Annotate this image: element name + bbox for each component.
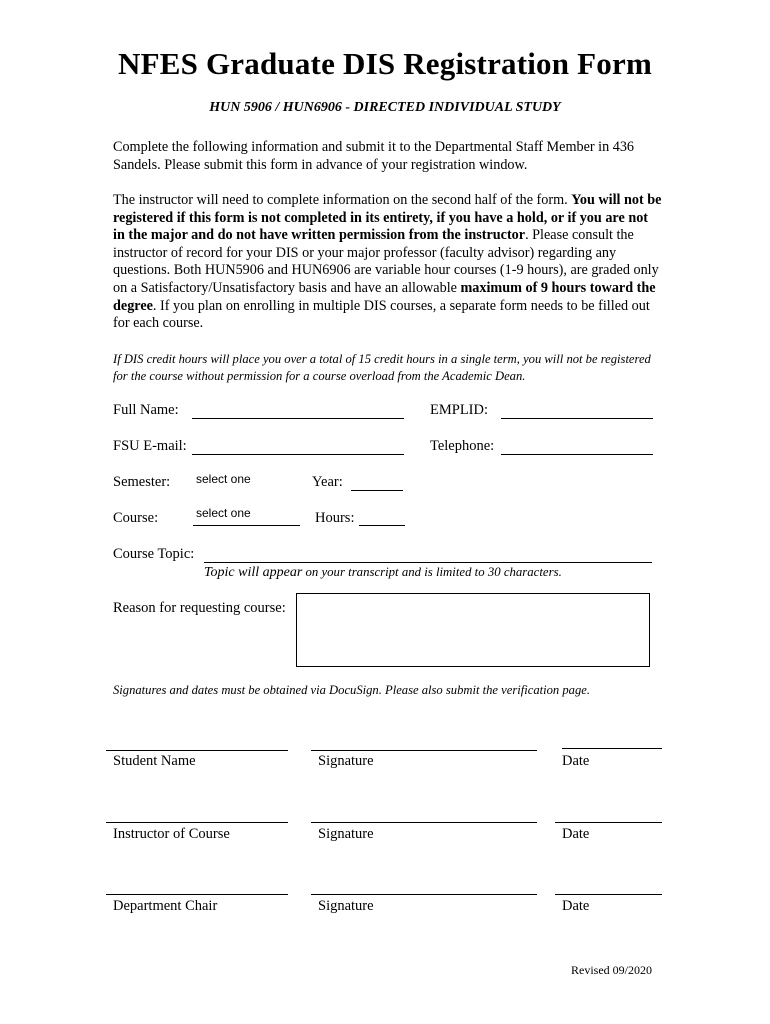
course-topic-hint	[204, 565, 562, 581]
course-topic-field[interactable]	[204, 562, 652, 563]
student-name-line[interactable]	[106, 750, 288, 751]
course-topic-label: Course Topic:	[113, 546, 195, 562]
student-name-label: Student Name	[113, 753, 196, 769]
course-subtitle: HUN 5906 / HUN6906 - DIRECTED INDIVIDUAL STUDY	[209, 100, 561, 115]
form-title: NFES Graduate DIS Registration Form	[118, 46, 652, 81]
reason-textarea[interactable]	[296, 593, 650, 667]
instructor-name-line[interactable]	[106, 822, 288, 823]
instructor-signature-line[interactable]	[311, 822, 537, 823]
course-select-underline	[193, 525, 300, 526]
year-label: Year:	[312, 474, 343, 490]
course-select[interactable]: select one	[196, 506, 251, 520]
signatures-note: Signatures and dates must be obtained via DocuSign. Please also submit the verification page.	[113, 683, 590, 697]
max-hours-text: maximum of 9 hours toward the degree	[113, 279, 656, 314]
chair-date-line[interactable]	[555, 894, 662, 895]
full-name-field[interactable]	[192, 418, 404, 419]
full-name-label: Full Name:	[113, 402, 179, 418]
instructor-date-line[interactable]	[555, 822, 662, 823]
intro-paragraph-1: Complete the following information and submit it to the Departmental Staff Member in 436 Sandels. Please submit this form in advance of your registration window.	[113, 139, 635, 173]
chair-date-label: Date	[562, 898, 590, 914]
email-field[interactable]	[192, 454, 404, 455]
topic-hint-lead: Topic will appear	[204, 565, 303, 580]
topic-hint-rest: on your transcript and is limited to 30 characters.	[302, 565, 562, 579]
telephone-label: Telephone:	[430, 438, 495, 454]
reason-label: Reason for requesting course:	[113, 600, 286, 616]
hours-field[interactable]	[359, 525, 405, 526]
hours-label: Hours:	[315, 510, 355, 526]
revision-date: Revised 09/2020	[571, 963, 652, 977]
student-signature-line[interactable]	[311, 750, 537, 751]
registration-warning: You will not be registered if this form is not completed in its entirety, if you have a hold, or if you are not in the major and do not have written permission from the instructor	[113, 192, 662, 244]
course-label: Course:	[113, 510, 159, 526]
semester-select[interactable]: select one	[196, 472, 251, 486]
instructions-text-3: . If you plan on enrolling in multiple DIS courses, a separate form needs to be filled out for each course.	[113, 297, 650, 332]
instructor-date-label: Date	[562, 826, 590, 842]
overload-note: If DIS credit hours will place you over a total of 15 credit hours in a single term, you will not be registered for the course without permission for a course overload from the Academic Dean.	[113, 352, 651, 383]
instructions-text: The instructor will need to complete information on the second half of the form.	[113, 192, 572, 208]
telephone-field[interactable]	[501, 454, 653, 455]
chair-name-line[interactable]	[106, 894, 288, 895]
year-field[interactable]	[351, 490, 403, 491]
instructor-signature-label: Signature	[318, 826, 374, 842]
emplid-field[interactable]	[501, 418, 653, 419]
student-date-label: Date	[562, 753, 590, 769]
semester-label: Semester:	[113, 474, 171, 490]
student-date-line[interactable]	[562, 748, 662, 749]
chair-name-label: Department Chair	[113, 898, 218, 914]
instructor-name-label: Instructor of Course	[113, 826, 230, 842]
student-signature-label: Signature	[318, 753, 374, 769]
chair-signature-line[interactable]	[311, 894, 537, 895]
email-label: FSU E-mail:	[113, 438, 187, 454]
chair-signature-label: Signature	[318, 898, 374, 914]
emplid-label: EMPLID:	[430, 402, 488, 418]
intro-paragraph-2	[113, 192, 663, 333]
instructions-text-2: . Please consult the instructor of record for your DIS or your major professor (faculty advisor) regarding any questions. Both HUN5906 and HUN6906 are variable hour courses (1-9 hours), are graded only on a Satisfactory/Unsatisfactory basis and have an allowable	[113, 227, 659, 296]
